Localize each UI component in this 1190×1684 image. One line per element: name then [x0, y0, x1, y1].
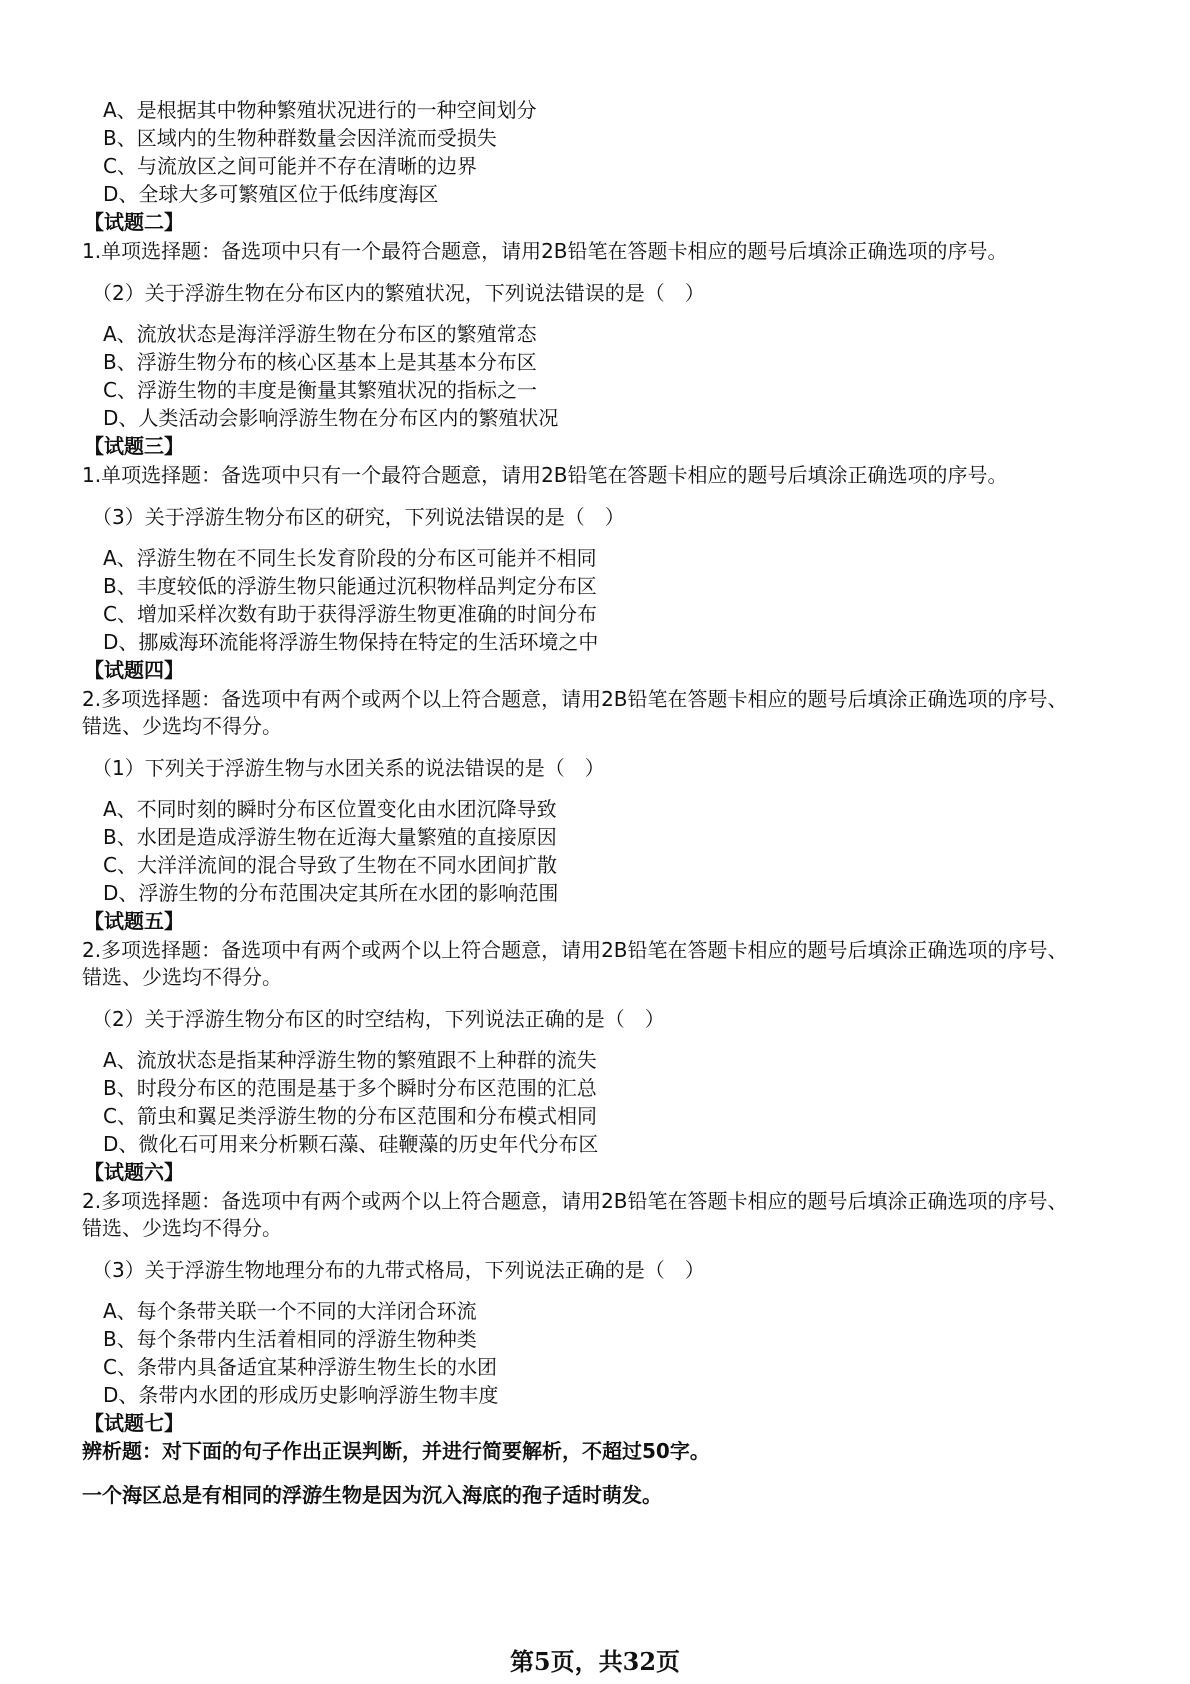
option-d: D、挪威海环流能将浮游生物保持在特定的生活环境之中: [103, 630, 599, 654]
section-header: 【试题二】: [84, 210, 184, 234]
option-a: A、是根据其中物种繁殖状况进行的一种空间划分: [103, 98, 537, 122]
instruction: 1.单项选择题：备选项中只有一个最符合题意，请用2B铅笔在答题卡相应的题号后填涂正确选项的序号。: [82, 463, 1008, 487]
question-text: （1）下列关于浮游生物与水团关系的说法错误的是（ ）: [92, 756, 605, 780]
option-a: A、浮游生物在不同生长发育阶段的分布区可能并不相同: [103, 546, 597, 570]
option-c: C、条带内具备适宜某种浮游生物生长的水团: [103, 1355, 497, 1379]
option-d: D、人类活动会影响浮游生物在分布区内的繁殖状况: [103, 406, 559, 430]
instruction-line-1: 2.多项选择题：备选项中有两个或两个以上符合题意，请用2B铅笔在答题卡相应的题号后填涂正确选项的序号、: [82, 687, 1068, 711]
instruction: 辨析题：对下面的句子作出正误判断，并进行简要解析，不超过50字。: [82, 1439, 710, 1463]
option-c: C、与流放区之间可能并不存在清晰的边界: [103, 154, 477, 178]
option-c: C、大洋洋流间的混合导致了生物在不同水团间扩散: [103, 853, 557, 877]
option-a: A、不同时刻的瞬时分布区位置变化由水团沉降导致: [103, 797, 557, 821]
question-text: （2）关于浮游生物在分布区内的繁殖状况，下列说法错误的是（ ）: [92, 281, 705, 305]
option-d: D、条带内水团的形成历史影响浮游生物丰度: [103, 1383, 499, 1407]
option-c: C、增加采样次数有助于获得浮游生物更准确的时间分布: [103, 602, 597, 626]
instruction-line-1: 2.多项选择题：备选项中有两个或两个以上符合题意，请用2B铅笔在答题卡相应的题号后填涂正确选项的序号、: [82, 1189, 1068, 1213]
instruction: 1.单项选择题：备选项中只有一个最符合题意，请用2B铅笔在答题卡相应的题号后填涂正确选项的序号。: [82, 239, 1008, 263]
instruction-line-2: 错选、少选均不得分。: [82, 1216, 282, 1240]
option-a: A、每个条带关联一个不同的大洋闭合环流: [103, 1299, 477, 1323]
statement-text: 一个海区总是有相同的浮游生物是因为沉入海底的孢子适时萌发。: [82, 1483, 662, 1507]
question-text: （3）关于浮游生物地理分布的九带式格局，下列说法正确的是（ ）: [92, 1258, 705, 1282]
option-b: B、水团是造成浮游生物在近海大量繁殖的直接原因: [103, 825, 557, 849]
option-b: B、浮游生物分布的核心区基本上是其基本分布区: [103, 350, 537, 374]
option-b: B、每个条带内生活着相同的浮游生物种类: [103, 1327, 477, 1351]
instruction-line-2: 错选、少选均不得分。: [82, 965, 282, 989]
option-b: B、丰度较低的浮游生物只能通过沉积物样品判定分布区: [103, 574, 597, 598]
option-d: D、浮游生物的分布范围决定其所在水团的影响范围: [103, 881, 559, 905]
option-b: B、时段分布区的范围是基于多个瞬时分布区范围的汇总: [103, 1076, 597, 1100]
question-text: （2）关于浮游生物分布区的时空结构，下列说法正确的是（ ）: [92, 1007, 665, 1031]
section-header: 【试题三】: [84, 434, 184, 458]
instruction-line-2: 错选、少选均不得分。: [82, 714, 282, 738]
option-d: D、微化石可用来分析颗石藻、硅鞭藻的历史年代分布区: [103, 1132, 599, 1156]
question-text: （3）关于浮游生物分布区的研究，下列说法错误的是（ ）: [92, 505, 625, 529]
section-header: 【试题七】: [84, 1411, 184, 1435]
section-header: 【试题四】: [84, 658, 184, 682]
option-c: C、箭虫和翼足类浮游生物的分布区范围和分布模式相同: [103, 1104, 597, 1128]
option-d: D、全球大多可繁殖区位于低纬度海区: [103, 182, 439, 206]
option-a: A、流放状态是指某种浮游生物的繁殖跟不上种群的流失: [103, 1048, 597, 1072]
section-header: 【试题六】: [84, 1160, 184, 1184]
section-header: 【试题五】: [84, 909, 184, 933]
instruction-line-1: 2.多项选择题：备选项中有两个或两个以上符合题意，请用2B铅笔在答题卡相应的题号后填涂正确选项的序号、: [82, 938, 1068, 962]
option-b: B、区域内的生物种群数量会因洋流而受损失: [103, 126, 497, 150]
option-c: C、浮游生物的丰度是衡量其繁殖状况的指标之一: [103, 378, 537, 402]
option-a: A、流放状态是海洋浮游生物在分布区的繁殖常态: [103, 322, 537, 346]
page-number: 第5页，共32页: [509, 1647, 681, 1676]
